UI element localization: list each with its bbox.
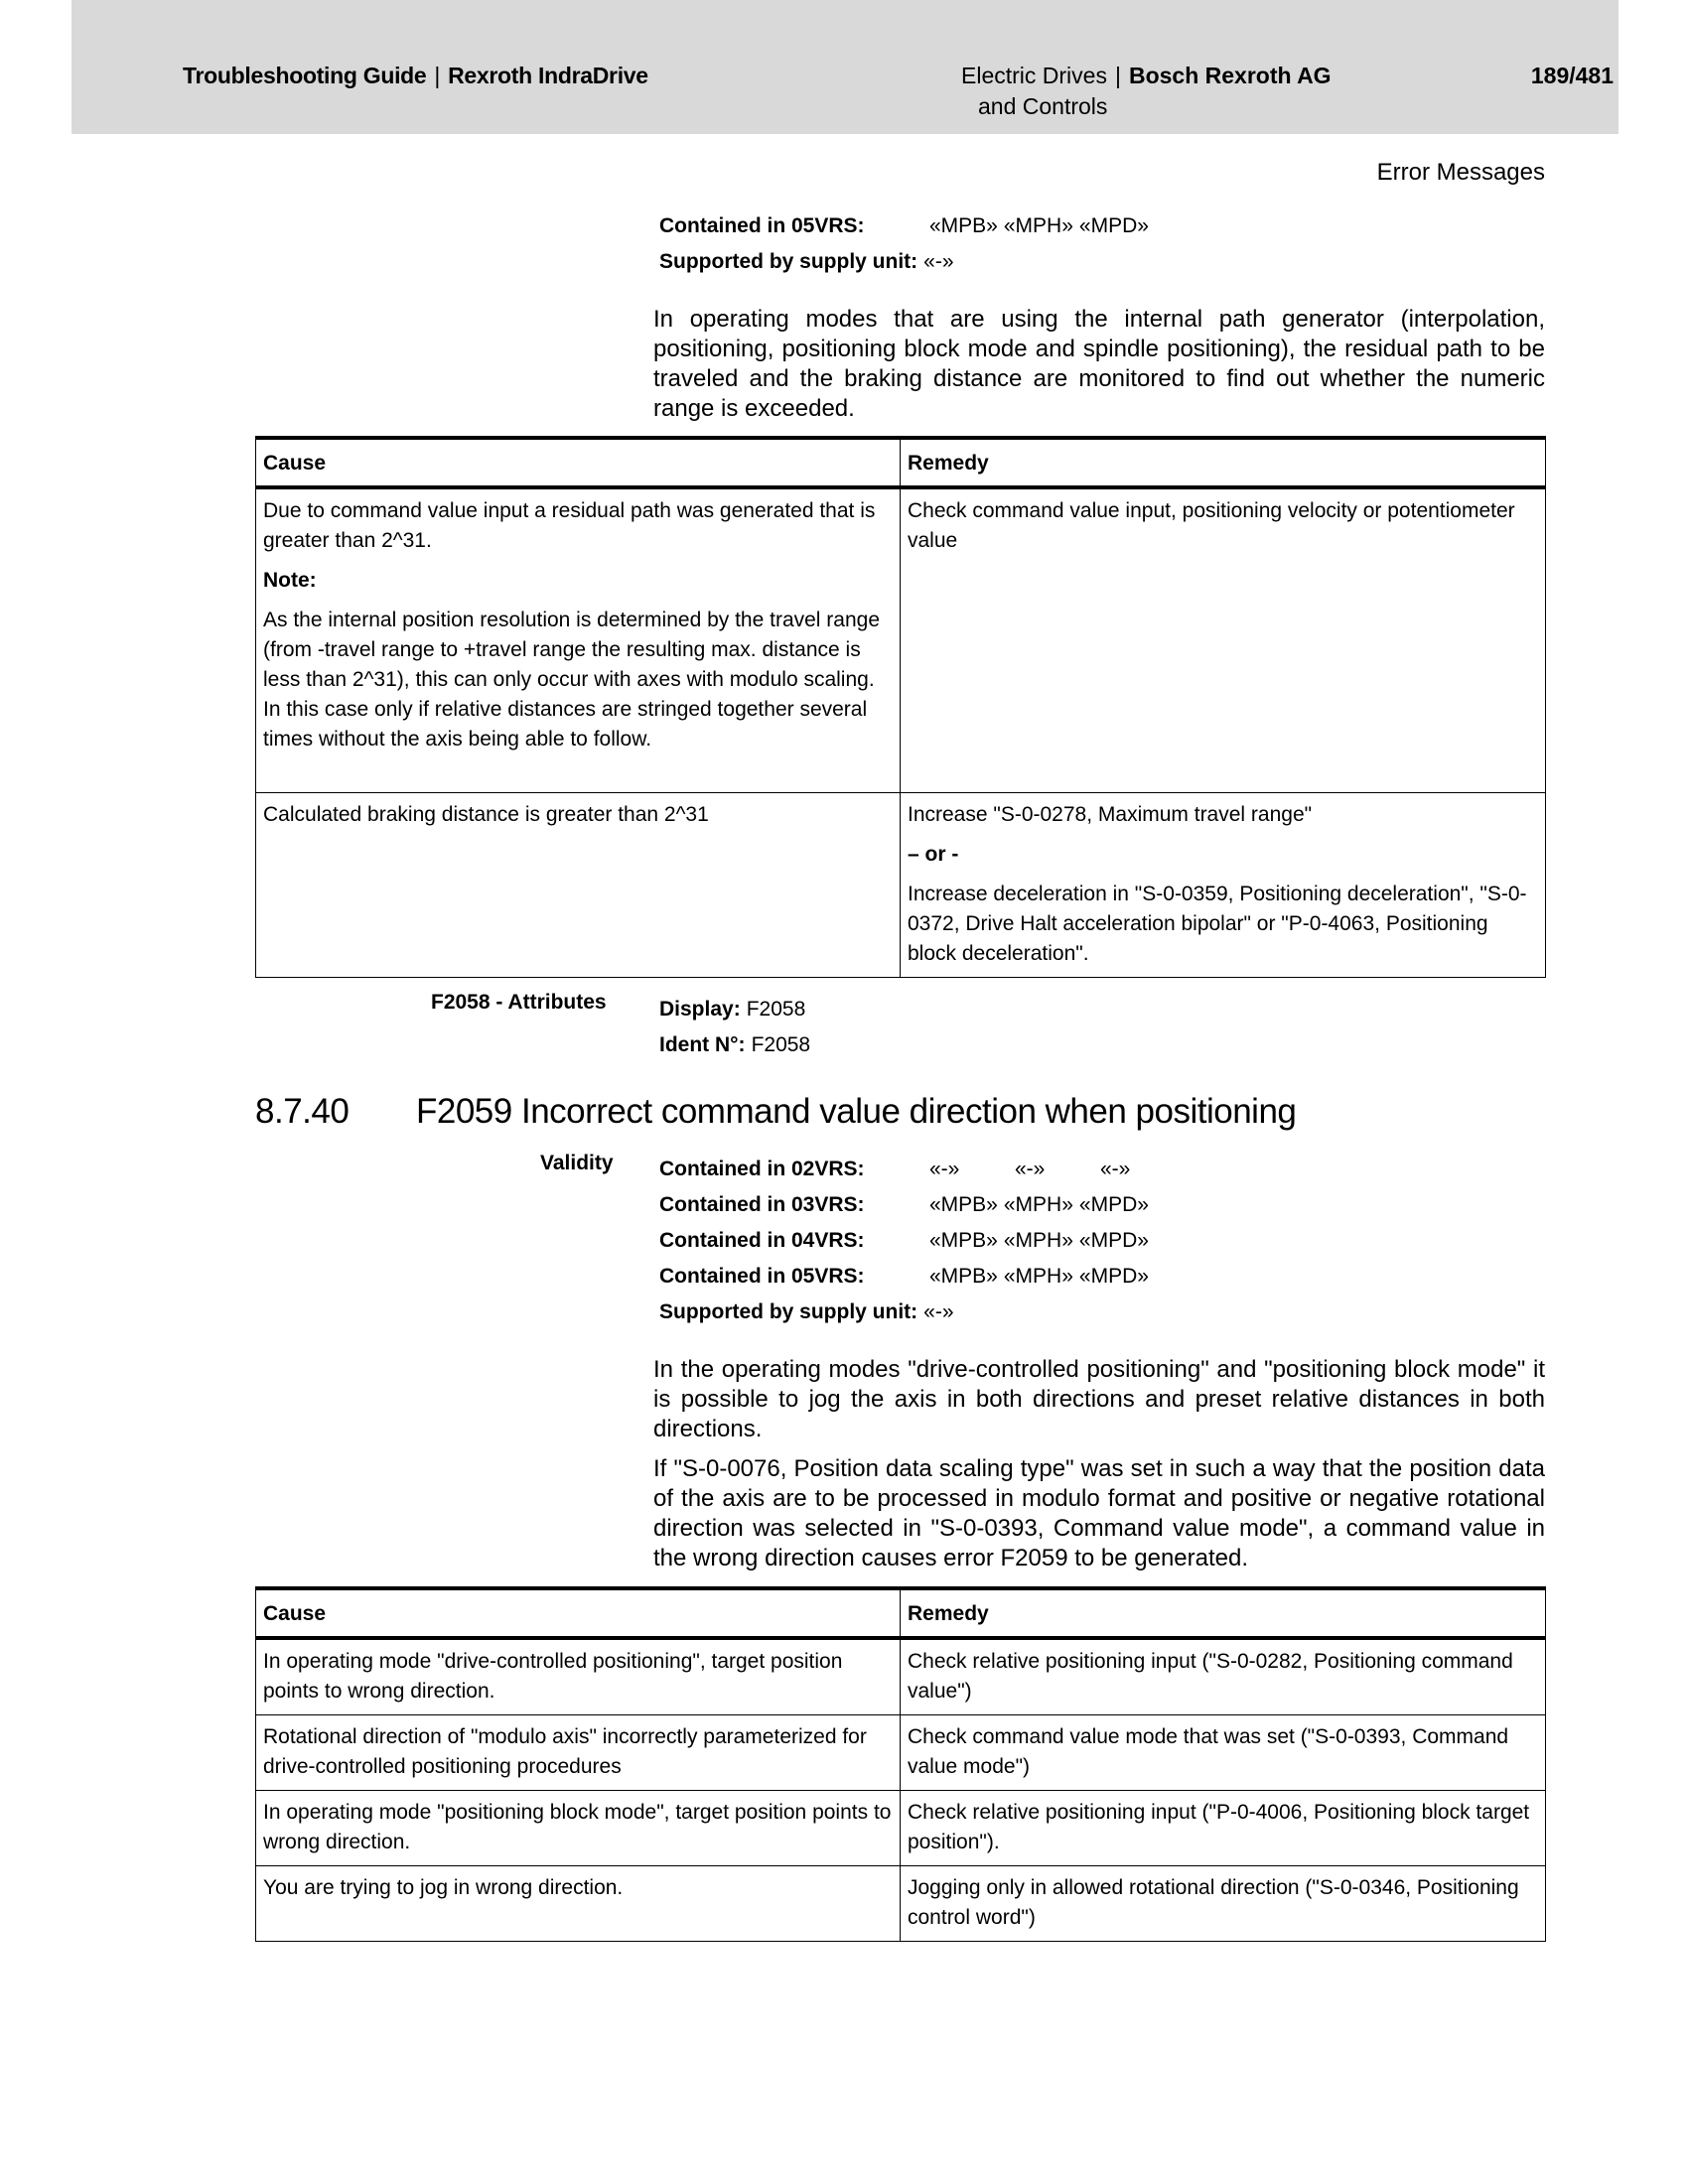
- remedy-cell: Check relative positioning input ("P-0-4006, Positioning block target position").: [901, 1791, 1546, 1866]
- remedy-text: Check command value input, positioning velocity or potentiometer value: [908, 499, 1515, 552]
- remedy-text: Increase deceleration in "S-0-0359, Positioning deceleration", "S-0-0372, Drive Halt acceleration bipolar" or "P-0-4063, Positioning block deceleration".: [908, 882, 1527, 965]
- validity-value: «MPD»: [1078, 1265, 1149, 1288]
- validity-value: «MPH»: [1003, 1265, 1073, 1288]
- validity-values: [929, 214, 1155, 238]
- paragraph: In the operating modes "drive-controlled positioning" and "positioning block mode" it is possible to jog the axis in both directions and preset relative distances in both directions.: [653, 1356, 1545, 1442]
- note-text: As the internal position resolution is determined by the travel range (from -travel range to +travel range the resulting max. distance is less than 2^31), this can only occur with axes with modulo scaling. In this case only if relative distances are stringed together several times without the axis being able to follow.: [263, 609, 881, 751]
- column-header-cause: Cause: [256, 1588, 901, 1638]
- attributes-label: F2058 - Attributes: [431, 991, 607, 1014]
- supply-unit-value: «-»: [923, 250, 954, 273]
- cause-cell: In operating mode "drive-controlled positioning", target position points to wrong direction.: [256, 1638, 901, 1715]
- separator: |: [434, 63, 441, 88]
- cause-cell: [256, 792, 901, 977]
- remedy-cell: Check relative positioning input ("S-0-0282, Positioning command value"): [901, 1638, 1546, 1715]
- cause-cell: [256, 487, 901, 792]
- remedy-cell: [901, 487, 1546, 792]
- column-header-cause: Cause: [256, 438, 901, 487]
- table-header-row: [256, 1588, 1546, 1638]
- cause-cell: In operating mode "positioning block mode", target position points to wrong direction.: [256, 1791, 901, 1866]
- table-row: [256, 792, 1546, 977]
- validity-values: [929, 1193, 1155, 1217]
- validity-label: Validity: [540, 1152, 614, 1174]
- validity-values: [929, 1265, 1155, 1289]
- remedy-cell: Check command value mode that was set ("S-0-0393, Command value mode"): [901, 1715, 1546, 1791]
- validity-value: «MPH»: [1003, 1229, 1073, 1252]
- ident-row: [659, 1033, 810, 1057]
- supply-unit-row: [659, 250, 954, 274]
- cause-text: Due to command value input a residual path was generated that is greater than 2^31.: [263, 499, 876, 552]
- page-number: 189/481: [1530, 63, 1614, 88]
- separator: |: [1114, 63, 1121, 88]
- section-title: F2059 Incorrect command value direction when positioning: [416, 1092, 1297, 1131]
- validity-row: [659, 1229, 1149, 1253]
- validity-value: «-»: [929, 1158, 960, 1180]
- section-label: Error Messages: [1376, 159, 1545, 186]
- validity-value: «MPH»: [1003, 1193, 1073, 1216]
- supply-unit-value: «-»: [923, 1300, 954, 1323]
- validity-values: [929, 1158, 1136, 1181]
- remedy-cell: [901, 792, 1546, 977]
- header-left: [183, 63, 648, 89]
- table-row: [256, 1638, 1546, 1715]
- division-name: Electric Drives: [961, 63, 1107, 88]
- f2059-cause-remedy-table: [255, 1586, 1546, 1942]
- validity-label: Contained in 02VRS:: [659, 1158, 865, 1180]
- column-header-remedy: Remedy: [901, 438, 1546, 487]
- validity-value: «MPD»: [1078, 1229, 1149, 1252]
- supply-unit-row: [659, 1300, 954, 1324]
- validity-row: [659, 1158, 1131, 1181]
- validity-value: «-»: [1015, 1158, 1046, 1180]
- ident-label: Ident N°:: [659, 1033, 746, 1056]
- cause-cell: You are trying to jog in wrong direction.: [256, 1866, 901, 1942]
- table-row: [256, 1791, 1546, 1866]
- header-right: [961, 63, 1332, 89]
- validity-label: Contained in 05VRS:: [659, 1265, 865, 1288]
- table-header-row: [256, 438, 1546, 487]
- note-label: Note:: [263, 569, 317, 592]
- display-label: Display:: [659, 998, 741, 1021]
- validity-value: «MPB»: [929, 1265, 998, 1288]
- table-row: [256, 1866, 1546, 1942]
- doc-title: Troubleshooting Guide: [183, 63, 427, 88]
- validity-value: «MPB»: [929, 1193, 998, 1216]
- validity-value: «MPB»: [929, 214, 998, 237]
- supply-unit-label: Supported by supply unit:: [659, 250, 918, 273]
- f2059-description: [653, 1355, 1545, 1583]
- division-name-line2: and Controls: [978, 93, 1108, 119]
- validity-values: [929, 1229, 1155, 1253]
- cause-cell: Rotational direction of "modulo axis" incorrectly parameterized for drive-controlled positioning procedures: [256, 1715, 901, 1791]
- paragraph: If "S-0-0076, Position data scaling type" was set in such a way that the position data of the axis are to be processed in modulo format and positive or negative rotational direction was selected in "S-0-0393, Command value mode", a command value in the wrong direction causes error F2059 to be generated.: [653, 1455, 1545, 1571]
- f2058-description: [653, 305, 1545, 434]
- validity-row: [659, 1265, 1149, 1289]
- product-name: Rexroth IndraDrive: [448, 63, 648, 88]
- company-name: Bosch Rexroth AG: [1128, 63, 1332, 88]
- supply-unit-label: Supported by supply unit:: [659, 1300, 918, 1323]
- validity-label: Contained in 04VRS:: [659, 1229, 865, 1252]
- validity-row: [659, 214, 1149, 238]
- section-heading: [255, 1092, 1296, 1132]
- validity-value: «MPH»: [1003, 214, 1073, 237]
- validity-value: «MPD»: [1078, 1193, 1149, 1216]
- cause-text: Calculated braking distance is greater than 2^31: [263, 802, 709, 826]
- validity-value: «MPB»: [929, 1229, 998, 1252]
- validity-value: «MPD»: [1078, 214, 1149, 237]
- f2058-cause-remedy-table: [255, 436, 1546, 978]
- or-separator: – or -: [908, 842, 959, 866]
- column-header-remedy: Remedy: [901, 1588, 1546, 1638]
- validity-label: Contained in 05VRS:: [659, 214, 865, 237]
- remedy-text: Increase "S-0-0278, Maximum travel range": [908, 802, 1313, 826]
- remedy-cell: Jogging only in allowed rotational direction ("S-0-0346, Positioning control word"): [901, 1866, 1546, 1942]
- ident-value: F2058: [751, 1033, 811, 1056]
- display-row: [659, 998, 805, 1022]
- display-value: F2058: [746, 998, 806, 1021]
- validity-label: Contained in 03VRS:: [659, 1193, 865, 1216]
- section-number: 8.7.40: [255, 1092, 350, 1131]
- table-row: [256, 487, 1546, 792]
- validity-value: «-»: [1100, 1158, 1131, 1180]
- paragraph: In operating modes that are using the internal path generator (interpolation, positioning, positioning block mode and spindle positioning), the residual path to be traveled and the braking distance are monitored to find out whether the numeric range is exceeded.: [653, 306, 1545, 422]
- table-row: [256, 1715, 1546, 1791]
- validity-row: [659, 1193, 1149, 1217]
